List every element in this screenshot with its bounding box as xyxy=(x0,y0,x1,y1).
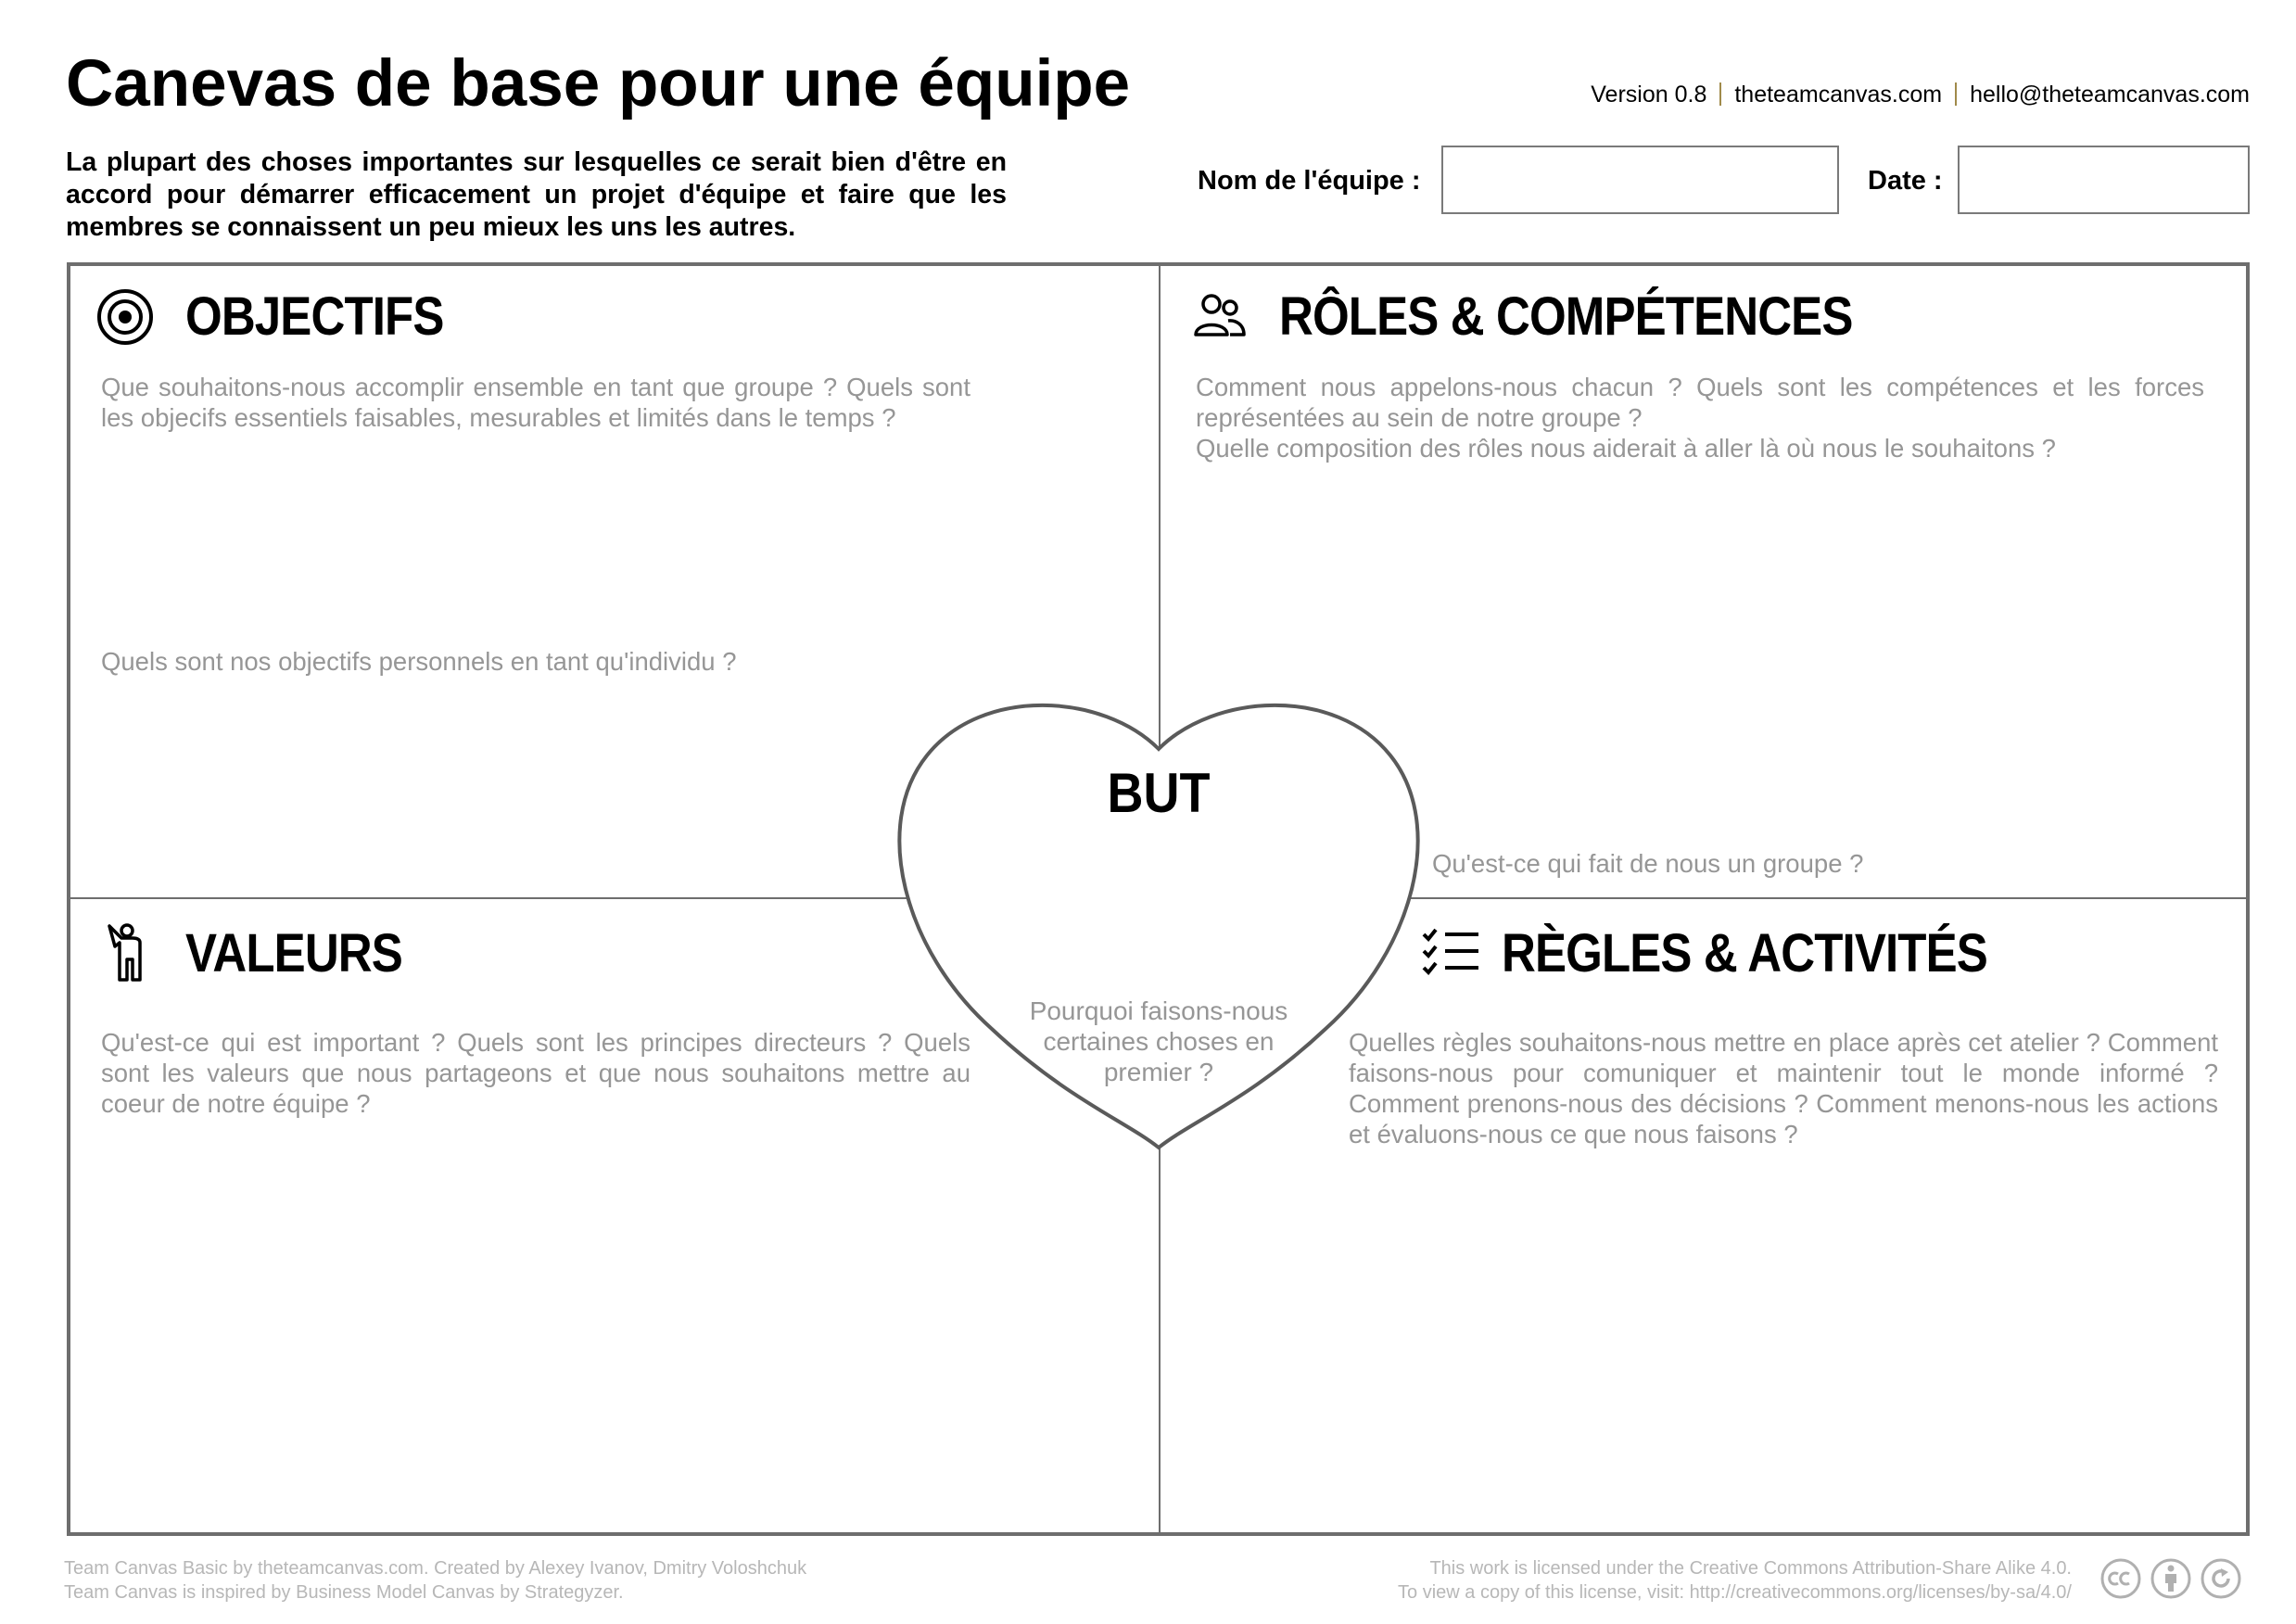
version-label: Version 0.8 xyxy=(1591,82,1707,108)
date-field[interactable] xyxy=(1958,146,2250,214)
objectifs-question-1: Que souhaitons-nous accomplir ensemble en tant que groupe ? Quels sont les objecifs essentiels faisables, mesurables et limités dans le temps ? xyxy=(101,373,970,432)
page-subtitle: La plupart des choses importantes sur lesquelles ce serait bien d'être en accord pour démarrer efficacement un projet d'équipe et faire que les membres se connaissent un peu mieux les uns les autres. xyxy=(66,147,1007,242)
website-link[interactable]: theteamcanvas.com xyxy=(1734,82,1943,108)
footer-license-line-1: This work is licensed under the Creative Commons Attribution-Share Alike 4.0. xyxy=(1429,1558,2072,1579)
footer-license xyxy=(1398,1556,2072,1605)
objectifs-question-2: Quels sont nos objectifs personnels en tant qu'individu ? xyxy=(101,647,737,676)
people-icon xyxy=(1193,290,1247,340)
cc-icon xyxy=(2099,1557,2142,1600)
separator xyxy=(1955,82,1957,106)
footer-license-line-2[interactable]: To view a copy of this license, visit: http://creativecommons.org/licenses/by-sa/4.0/ xyxy=(1398,1582,2072,1603)
checklist-icon xyxy=(1421,927,1480,979)
person-raising-hand-icon xyxy=(105,922,147,983)
roles-question-1: Comment nous appelons-nous chacun ? Quels sont les compétences et les forces représentées au sein de notre groupe ? xyxy=(1196,373,2204,432)
team-name-label: Nom de l'équipe : xyxy=(1198,166,1421,196)
but-question-1: Pourquoi faisons-nous certaines choses en premier ? xyxy=(1029,996,1288,1086)
section-title-regles: RÈGLES & ACTIVITÉS xyxy=(1502,923,1987,983)
valeurs-question-1: Qu'est-ce qui est important ? Quels sont les principes directeurs ? Quels sont les valeurs que nous partageons et que nous souhaitons mettre au coeur de notre équipe ? xyxy=(101,1028,970,1118)
section-title-valeurs: VALEURS xyxy=(185,923,402,983)
attribution-icon xyxy=(2150,1557,2192,1600)
team-name-field[interactable] xyxy=(1441,146,1839,214)
roles-question-1b: Quelle composition des rôles nous aiderait à aller là où nous le souhaitons ? xyxy=(1196,434,2056,463)
section-title-roles: RÔLES & COMPÉTENCES xyxy=(1279,286,1853,347)
section-title-objectifs: OBJECTIFS xyxy=(185,286,444,347)
separator xyxy=(1719,82,1721,106)
header-meta xyxy=(1591,82,2250,108)
section-title-but: BUT xyxy=(1107,762,1211,824)
roles-question-2: Qu'est-ce qui fait de nous un groupe ? xyxy=(1432,849,1864,878)
footer-credits-line-2: Team Canvas is inspired by Business Model Canvas by Strategyzer. xyxy=(64,1582,624,1603)
target-icon xyxy=(95,287,155,347)
email-link[interactable]: hello@theteamcanvas.com xyxy=(1970,82,2250,108)
footer-credits xyxy=(64,1556,806,1605)
date-label: Date : xyxy=(1868,166,1943,196)
share-alike-icon xyxy=(2200,1557,2242,1600)
footer-credits-line-1: Team Canvas Basic by theteamcanvas.com. Created by Alexey Ivanov, Dmitry Voloshchuk xyxy=(64,1558,807,1579)
regles-question-1: Quelles règles souhaitons-nous mettre en place après cet atelier ? Comment faisons-nous pour comuniquer et maintenir tout le monde informé ? Comment prenons-nous des décisions ? Comment menons-nous les actions et évaluons-nous ce que nous faisons ? xyxy=(1349,1028,2218,1148)
page-title: Canevas de base pour une équipe xyxy=(66,47,1131,121)
